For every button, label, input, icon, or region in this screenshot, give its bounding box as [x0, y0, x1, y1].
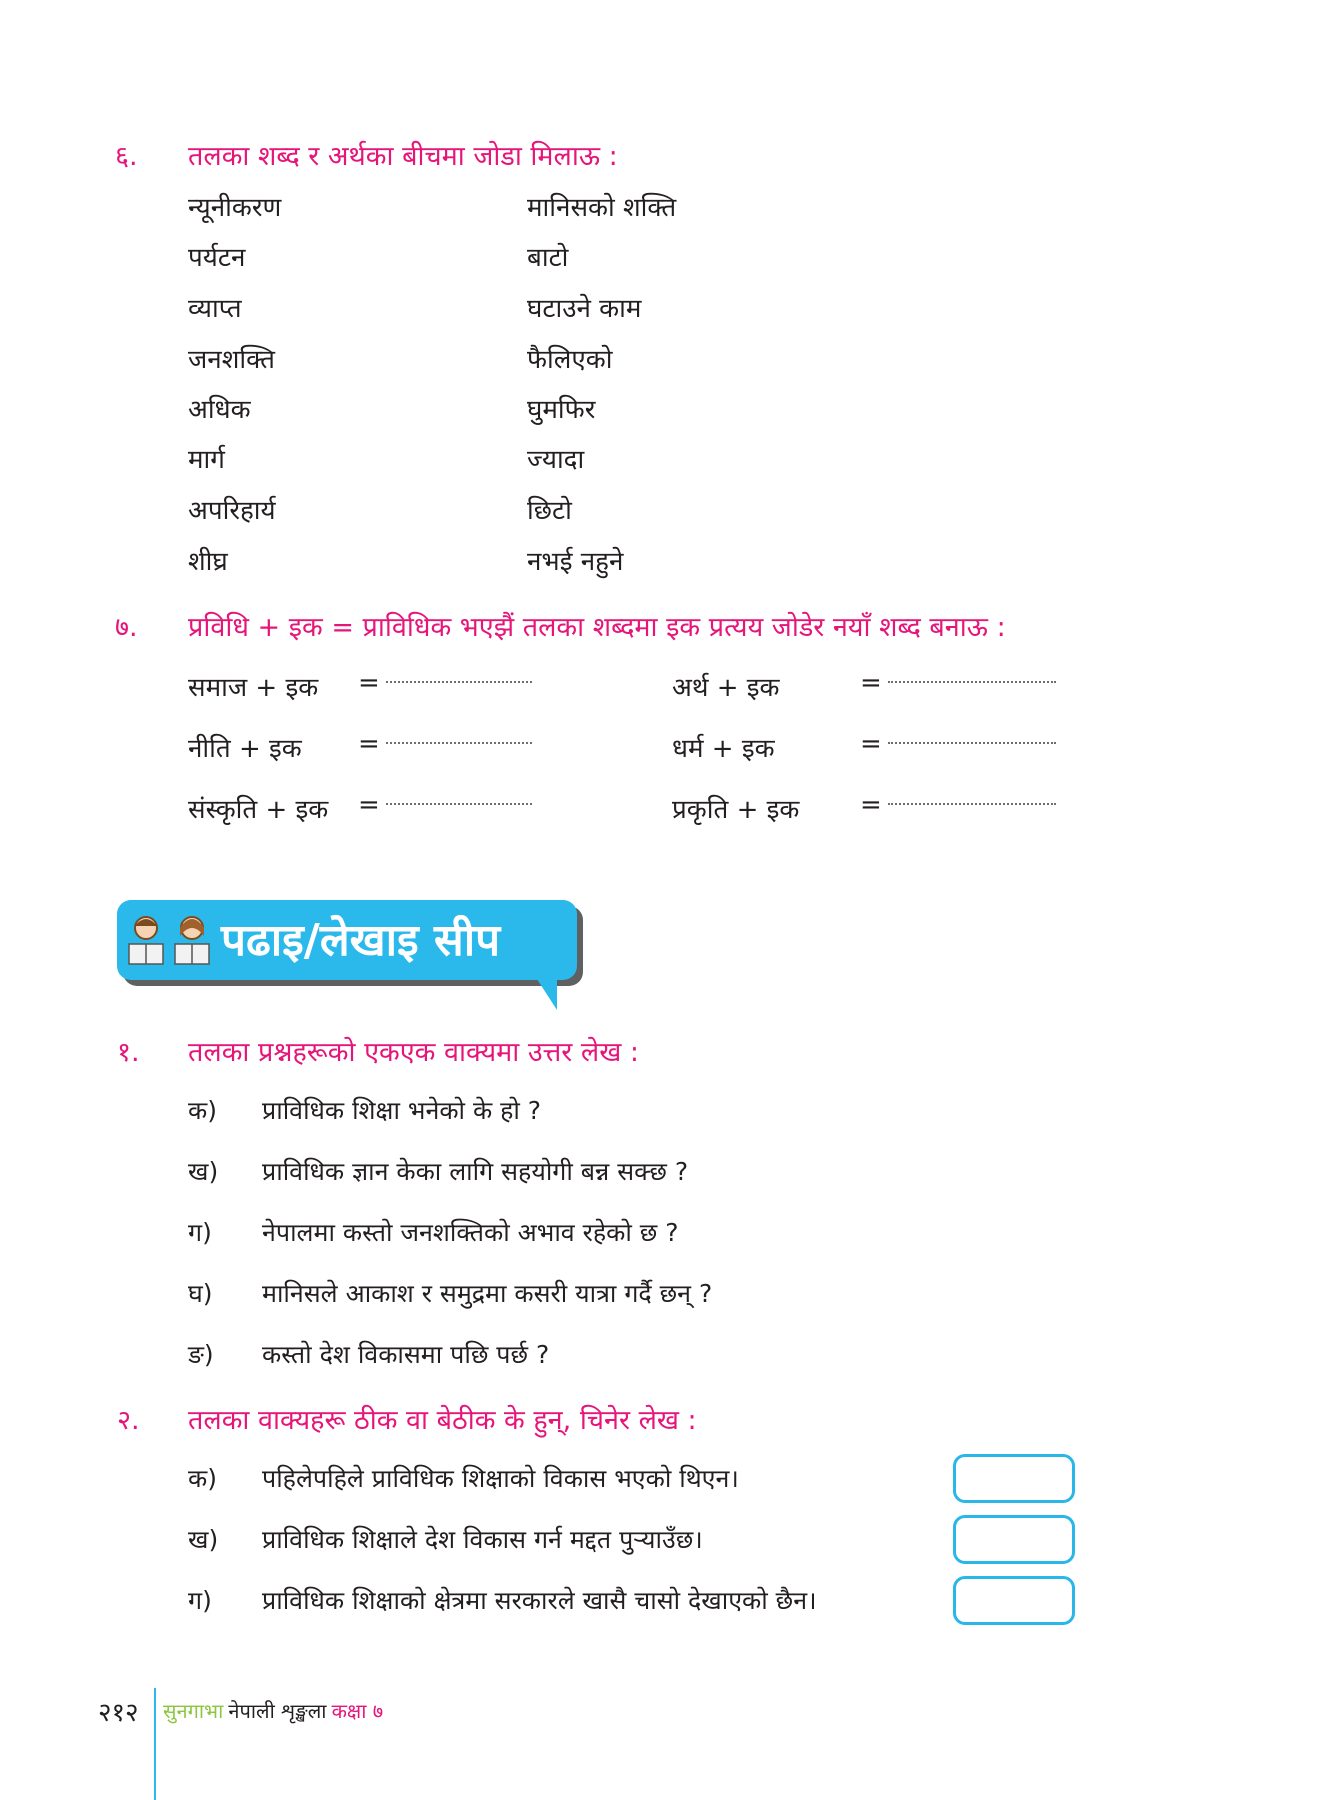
page-number: २१२	[98, 1698, 139, 1728]
banner-speech-tail	[535, 976, 557, 1010]
question-item-label: घ)	[188, 1279, 213, 1308]
match-right-meaning: घटाउने काम	[527, 294, 642, 324]
question-item-text: कस्तो देश विकासमा पछि पर्छ ?	[262, 1340, 550, 1369]
match-left-word: व्याप्त	[188, 294, 242, 324]
match-left-word: अपरिहार्य	[188, 496, 276, 526]
question-7-title: प्रविधि + इक = प्राविधिक भएझैं तलका शब्दमा इक प्रत्यय जोडेर नयाँ शब्द बनाऊ :	[188, 612, 1006, 643]
suffix-item: धर्म + इक	[672, 734, 775, 764]
footer-brand: सुनगाभा	[163, 1699, 224, 1723]
match-right-meaning: नभई नहुने	[527, 547, 624, 577]
match-right-meaning: ज्यादा	[527, 445, 585, 475]
match-left-word: अधिक	[188, 395, 251, 425]
question-item-label: ख)	[188, 1157, 219, 1186]
reading-children-icon	[171, 912, 213, 968]
suffix-item: प्रकृति + इक	[672, 795, 800, 825]
match-left-word: जनशक्ति	[188, 345, 275, 375]
match-left-word: पर्यटन	[188, 243, 246, 273]
statement-label: ग)	[188, 1586, 212, 1615]
true-false-answer-box[interactable]	[953, 1576, 1075, 1625]
question-7-number: ७.	[115, 612, 138, 643]
statement-text: प्राविधिक शिक्षाको क्षेत्रमा सरकारले खासै चासो देखाएको छैन।	[262, 1586, 817, 1615]
true-false-answer-box[interactable]	[953, 1515, 1075, 1564]
match-left-word: न्यूनीकरण	[188, 193, 282, 223]
match-right-meaning: मानिसको शक्ति	[527, 193, 677, 223]
question-6-title: तलका शब्द र अर्थका बीचमा जोडा मिलाऊ :	[188, 141, 618, 172]
equals-sign: =	[358, 668, 380, 698]
footer-series: नेपाली शृङ्खला	[228, 1699, 327, 1723]
answer-blank[interactable]	[386, 803, 532, 805]
equals-sign: =	[358, 790, 380, 820]
question-item-label: क)	[188, 1096, 217, 1125]
answer-blank[interactable]	[386, 681, 532, 683]
equals-sign: =	[860, 790, 882, 820]
statement-text: पहिलेपहिले प्राविधिक शिक्षाको विकास भएको थिएन।	[262, 1464, 739, 1493]
match-right-meaning: बाटो	[527, 243, 569, 273]
match-left-word: शीघ्र	[188, 547, 228, 577]
question-1-number: १.	[117, 1037, 140, 1068]
question-2-title: तलका वाक्यहरू ठीक वा बेठीक के हुन्, चिनेर लेख :	[188, 1405, 697, 1436]
match-right-meaning: घुमफिर	[527, 395, 596, 425]
answer-blank[interactable]	[888, 681, 1056, 683]
equals-sign: =	[860, 668, 882, 698]
question-item-label: ग)	[188, 1218, 212, 1247]
question-2-number: २.	[117, 1405, 140, 1436]
question-item-text: प्राविधिक ज्ञान केका लागि सहयोगी बन्न सक्छ ?	[262, 1157, 689, 1186]
suffix-item: संस्कृति + इक	[188, 795, 329, 825]
true-false-answer-box[interactable]	[953, 1454, 1075, 1503]
answer-blank[interactable]	[888, 742, 1056, 744]
question-item-text: नेपालमा कस्तो जनशक्तिको अभाव रहेको छ ?	[262, 1218, 679, 1247]
suffix-item: अर्थ + इक	[672, 673, 780, 703]
footer-class: कक्षा ७	[331, 1699, 384, 1723]
match-right-meaning: फैलिएको	[527, 345, 613, 375]
question-6-number: ६.	[115, 141, 138, 172]
suffix-item: समाज + इक	[188, 673, 319, 703]
suffix-item: नीति + इक	[188, 734, 302, 764]
question-item-text: प्राविधिक शिक्षा भनेको के हो ?	[262, 1096, 542, 1125]
equals-sign: =	[358, 729, 380, 759]
answer-blank[interactable]	[888, 803, 1056, 805]
match-right-meaning: छिटो	[527, 496, 572, 526]
answer-blank[interactable]	[386, 742, 532, 744]
statement-text: प्राविधिक शिक्षाले देश विकास गर्न मद्दत पुऱ्याउँछ।	[262, 1525, 703, 1554]
equals-sign: =	[860, 729, 882, 759]
section-banner	[117, 900, 577, 980]
footer-divider	[154, 1688, 156, 1800]
question-1-title: तलका प्रश्नहरूको एकएक वाक्यमा उत्तर लेख :	[188, 1037, 639, 1068]
banner-title: पढाइ/लेखाइ सीप	[221, 915, 501, 966]
statement-label: ख)	[188, 1525, 219, 1554]
reading-children-icon	[125, 912, 167, 968]
question-item-text: मानिसले आकाश र समुद्रमा कसरी यात्रा गर्दै छन् ?	[262, 1279, 713, 1308]
match-left-word: मार्ग	[188, 445, 225, 475]
question-item-label: ङ)	[188, 1340, 214, 1369]
footer-title	[163, 1697, 383, 1724]
statement-label: क)	[188, 1464, 217, 1493]
